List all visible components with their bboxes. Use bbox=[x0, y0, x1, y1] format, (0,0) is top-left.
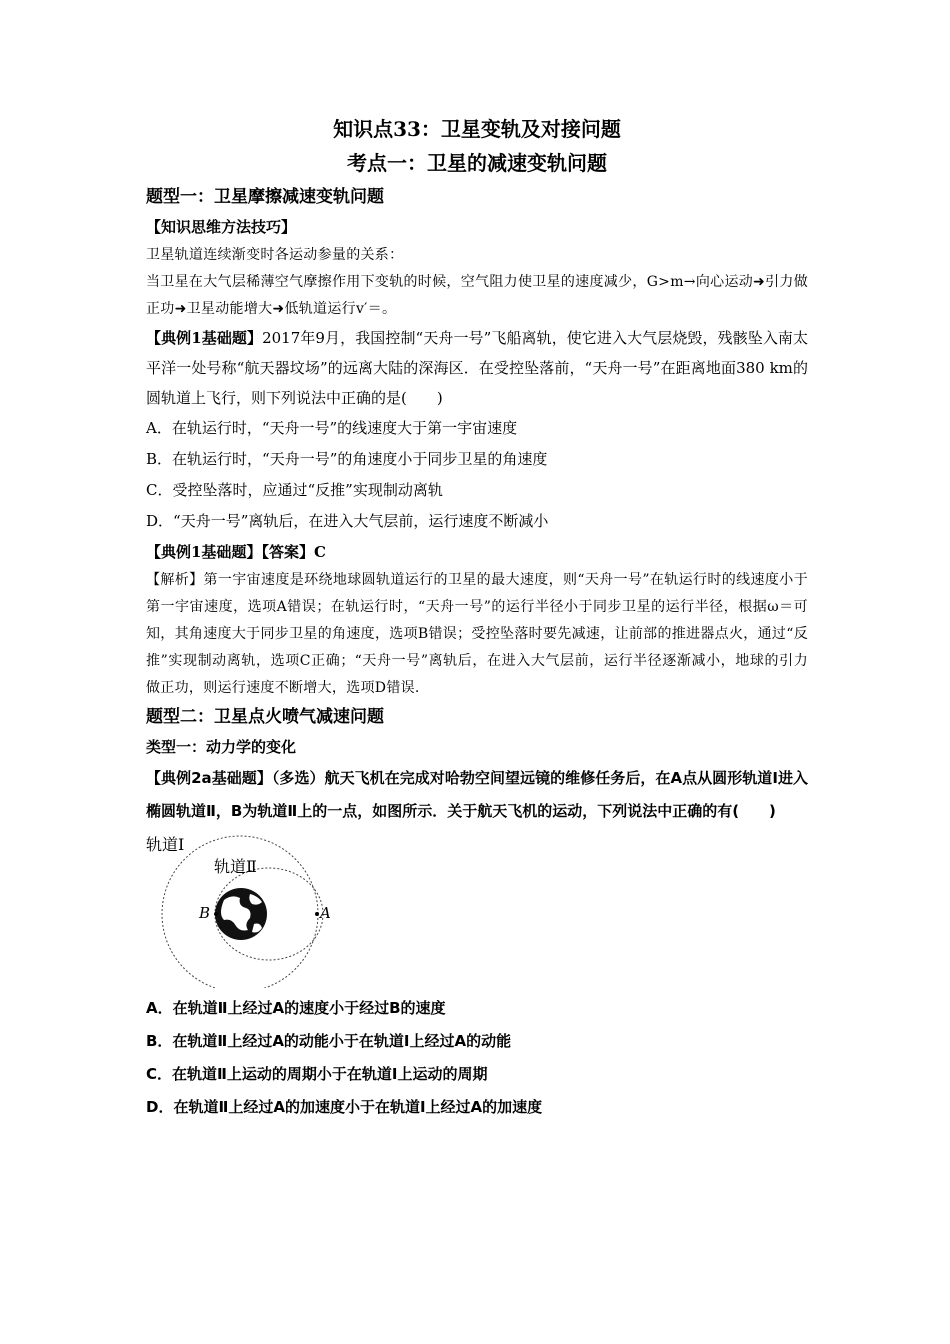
orbit-1-label: 轨道Ⅰ bbox=[146, 835, 185, 854]
example1-option-a: A．在轨运行时，“天舟一号”的线速度大于第一宇宙速度 bbox=[146, 419, 518, 437]
example2-option-d: D．在轨道Ⅱ上经过A的加速度小于在轨道Ⅰ上经过A的加速度 bbox=[146, 1098, 543, 1116]
tips-line-1: 卫星轨道连续渐变时各运动参量的关系： bbox=[146, 247, 404, 263]
example1-option-b: B．在轨运行时，“天舟一号”的角速度小于同步卫星的角速度 bbox=[146, 450, 548, 468]
point-a-label: A bbox=[320, 904, 331, 922]
page-subtitle: 考点一：卫星的减速变轨问题 bbox=[347, 151, 607, 175]
example1-option-c: C．受控坠落时，应通过“反推”实现制动离轨 bbox=[146, 481, 443, 499]
earth-icon bbox=[215, 888, 267, 940]
point-b-marker bbox=[214, 912, 218, 916]
section1-heading: 题型一：卫星摩擦减速变轨问题 bbox=[146, 187, 384, 207]
orbit-2-label: 轨道Ⅱ bbox=[214, 857, 257, 876]
example2-option-c: C．在轨道Ⅱ上运动的周期小于在轨道Ⅰ上运动的周期 bbox=[146, 1065, 488, 1083]
example2-option-b: B．在轨道Ⅱ上经过A的动能小于在轨道Ⅰ上经过A的动能 bbox=[146, 1032, 512, 1050]
example1-text: 2017年9月，我国控制“天舟一号”飞船离轨，使它进入大气层烧毁，残骸坠入南太平洋一处号称“航天器坟场”的远离大陆的深海区．在受控坠落前，“天舟一号”在距离地面380 km的圆轨道上飞行，则下列说法中正确的是( ) bbox=[146, 329, 808, 407]
example1-analysis: 【解析】第一宇宙速度是环绕地球圆轨道运行的卫星的最大速度，则“天舟一号”在轨运行时的线速度小于第一宇宙速度，选项A错误；在轨运行时，“天舟一号”的运行半径小于同步卫星的运行半径，根据ω＝可知，其角速度大于同步卫星的角速度，选项B错误；受控坠落时要先减速，让前部的推进器点火，通过“反推”实现制动离轨，选项C正确；“天舟一号”离轨后，在进入大气层前，运行半径逐渐减小，地球的引力做正功，则运行速度不断增大，选项D错误. bbox=[146, 572, 808, 696]
example2-option-a: A．在轨道Ⅱ上经过A的速度小于经过B的速度 bbox=[146, 999, 446, 1017]
point-a-marker bbox=[315, 912, 319, 916]
page-title: 知识点33：卫星变轨及对接问题 bbox=[333, 117, 621, 141]
document-content bbox=[146, 112, 808, 1124]
tips-line-2: 当卫星在大气层稀薄空气摩擦作用下变轨的时候，空气阻力使卫星的速度减少，G>m→向心运动➜引力做正功➜卫星动能增大➜低轨道运行v′＝。 bbox=[146, 274, 808, 317]
example2-question: 【典例2a基础题】（多选）航天飞机在完成对哈勃空间望远镜的维修任务后，在A点从圆形轨道Ⅰ进入椭圆轨道Ⅱ，B为轨道Ⅱ上的一点，如图所示．关于航天飞机的运动，下列说法中正确的有( ) bbox=[146, 769, 808, 820]
example1-label: 【典例1基础题】 bbox=[146, 329, 263, 347]
section2-heading: 题型二：卫星点火喷气减速问题 bbox=[146, 707, 384, 727]
section2-subheading: 类型一：动力学的变化 bbox=[146, 738, 297, 756]
example1-answer: 【典例1基础题】【答案】C bbox=[146, 543, 326, 561]
tips-label: 【知识思维方法技巧】 bbox=[146, 218, 297, 236]
example1-question bbox=[146, 323, 808, 413]
orbit-diagram bbox=[146, 828, 346, 988]
point-b-label: B bbox=[199, 904, 211, 922]
example1-option-d: D．“天舟一号”离轨后，在进入大气层前，运行速度不断减小 bbox=[146, 512, 549, 530]
